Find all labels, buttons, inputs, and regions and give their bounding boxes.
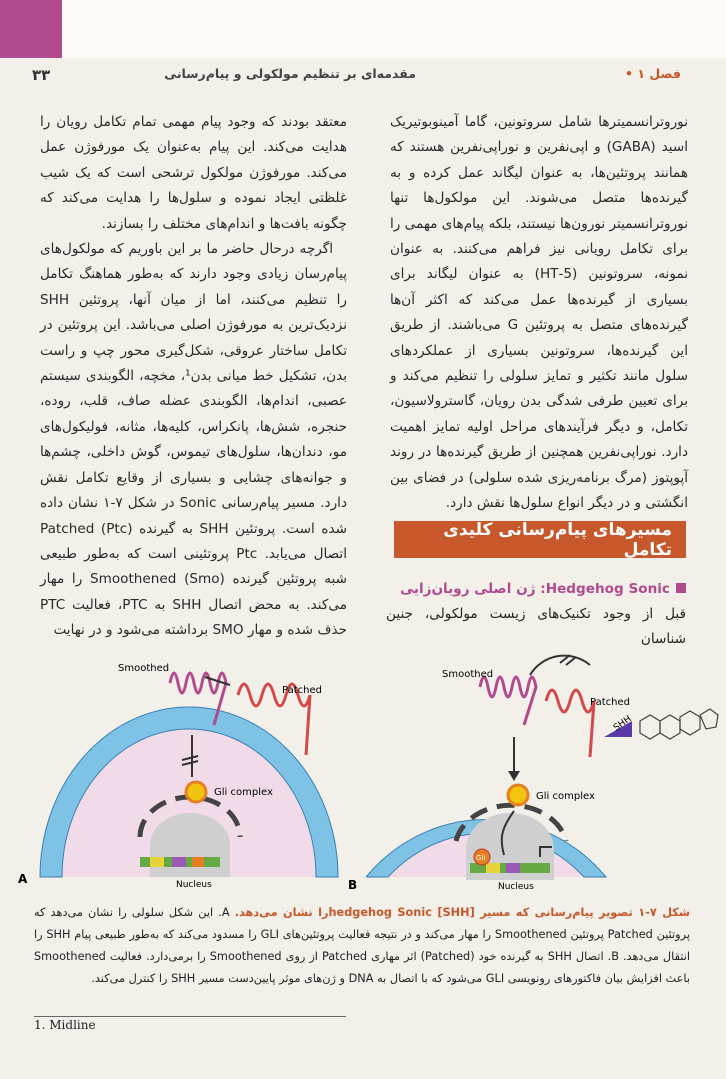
subsection-heading: Hedgehog Sonic: ژن اصلی رویان‌زایی [400, 581, 670, 597]
nucleus-label-b: Nucleus [498, 882, 534, 892]
gli-label: Gli [476, 854, 486, 862]
panel-b [366, 655, 632, 880]
footnote: 1. Midline [34, 1018, 96, 1032]
paragraph: اگرچه درحال حاضر ما بر این باوریم که مولکول‌های پیام‌رسان زیادی وجود دارند که به‌طور هماهنگ تکامل را تنظیم می‌کنند، اما از میان آنها، پروتئین SHH نزدیک‌ترین به مورفوژن اصلی می‌باشد. این پروتئین در تکامل ساختار عروقی، شکل‌گیری محور چپ و راست بدن، تشکیل خط میانی بدن¹، مخچه، الگوبندی سیستم عصبی، اندام‌ها، الگوبندی عضله صاف، قلب، روده، حنجره، شش‌ها، پانکراس، کلیه‌ها، مثانه، فولیکول‌های مو، دندان‌ها، سلول‌های تیموس، گوش داخلی، چشم‌ها و جوانه‌های چشایی و بسیاری از وقایع تکامل نقش دارد. مسیر پیام‌رسانی Sonic در شکل ۷-۱ نشان داده شده است. پروتئین SHH به گیرنده Patched (Ptc) اتصال می‌یابد. Ptc پروتئینی است که به‌طور طبیعی شبه پروتئین گیرنده Smoothened (Smo) را مهار می‌کند. به محض اتصال SHH به PTC، فعالیت PTC حذف شده و مهار SMO برداشته می‌شود و در نهایت [40, 241, 348, 639]
shh-pathway-figure [0, 625, 726, 900]
caption-text: A. این شکل سلولی را نشان می‌دهد که پروتئین Patched پروتئین Smoothened را مهار می‌کند و در نتیجه فعالیت پروتئین‌های GLI را مسدود می‌کند که به‌طور طبیعی پیام SHH را انتقال می‌دهد. B. اتصال SHH به گیرنده خود (Patched) اثر مهاری Patched از روی Smoothened را برمی‌دارد. فعالیت Smoothened باعث افزایش بیان فاکتورهای رونویسی GLI می‌شود که با اتصال به DNA و ژن‌های موثر پایین‌دست مسیر SHH را کنترل می‌کند. [34, 906, 690, 985]
right-column [390, 110, 688, 517]
paragraph: نوروترانسمیترها شامل سروتونین، گاما آمینوبوتیریک اسید (GABA) و اپی‌نفرین و نوراپی‌نفرین هستند که همانند پروتئین‌ها، به عنوان لیگاند عمل کرده و به گیرنده‌ها متصل می‌شوند. این مولکول‌ها تنها نوروترانسمیتر نورون‌ها نیستند، بلکه پیام‌های مهمی را برای تکامل رویانی نیز فراهم می‌کنند. به عنوان نمونه، سروتونین (5-HT) به عنوان لیگاند برای بسیاری از گیرنده‌ها عمل می‌کند که اکثر آن‌ها گیرنده‌های متصل به پروتئین G می‌باشند. از طریق این گیرنده‌ها، سروتونین بسیاری از عملکردهای سلول مانند تکثیر و تمایز سلولی را تنظیم می‌کند و برای تعیین طرفی شدگی بدن رویان، گاسترولاسیون، تکامل، و دیگر فرآیندهای مراحل اولیه تمایز اهمیت دارد. نوراپی‌نفرین همچنین از طریق گیرنده‌ها در روند آپوپتوز (مرگ برنامه‌ریزی شده سلولی) در فضای بین انگشتی و در دیگر انواع سلول‌ها نقش دارد. [390, 114, 688, 512]
subsection-text: قبل از وجود تکنیک‌های زیست مولکولی، جنین شناسان [386, 606, 686, 647]
shh-molecule-icon [640, 709, 718, 739]
chapter-title: مقدمه‌ای بر تنظیم مولکولی و پیام‌رسانی [164, 66, 416, 81]
panel-b-label: B [348, 878, 358, 892]
gli-complex-label-a: Gli complex [214, 787, 273, 798]
page-header [0, 58, 726, 92]
top-bar [0, 0, 726, 58]
caption-title: شکل ۷-۱ تصویر پیام‌رسانی که مسیر [SHH] hedgehog Sonicرا نشان می‌دهد. [234, 906, 690, 919]
paragraph: معتقد بودند که وجود پیام مهمی تمام تکامل رویان را هدایت می‌کند. این پیام به‌عنوان یک مورفوژن عمل می‌کند. مورفوژن مولکول ترشحی است که یک شیب غلظتی ایجاد نموده و سلول‌ها را هدایت می‌کند که چگونه بافت‌ها و اندام‌های مختلف را بسازند. [40, 114, 347, 232]
patched-label-a: Patched [282, 685, 322, 696]
panel-a-label: A [18, 872, 28, 886]
square-bullet-icon [676, 583, 686, 593]
patched-label-b: Patched [590, 697, 630, 708]
page-number: ۳۳ [32, 66, 51, 84]
nucleus-label-a: Nucleus [176, 880, 212, 890]
smoothed-label-b: Smoothed [442, 669, 494, 680]
gli-complex-label-b: Gli complex [536, 791, 595, 802]
chapter-tab [0, 0, 62, 58]
smoothed-label-a: Smoothed [118, 663, 170, 674]
shh-label: SHH [611, 714, 634, 734]
footnote-divider [34, 1016, 346, 1017]
chapter-label: فصل ۱ • [625, 66, 681, 81]
section-title: مسیرهای پیام‌رسانی کلیدی تکامل [443, 519, 672, 560]
left-column [40, 110, 347, 644]
section-banner [394, 521, 686, 558]
figure-caption [34, 902, 690, 990]
panel-a [40, 673, 338, 877]
